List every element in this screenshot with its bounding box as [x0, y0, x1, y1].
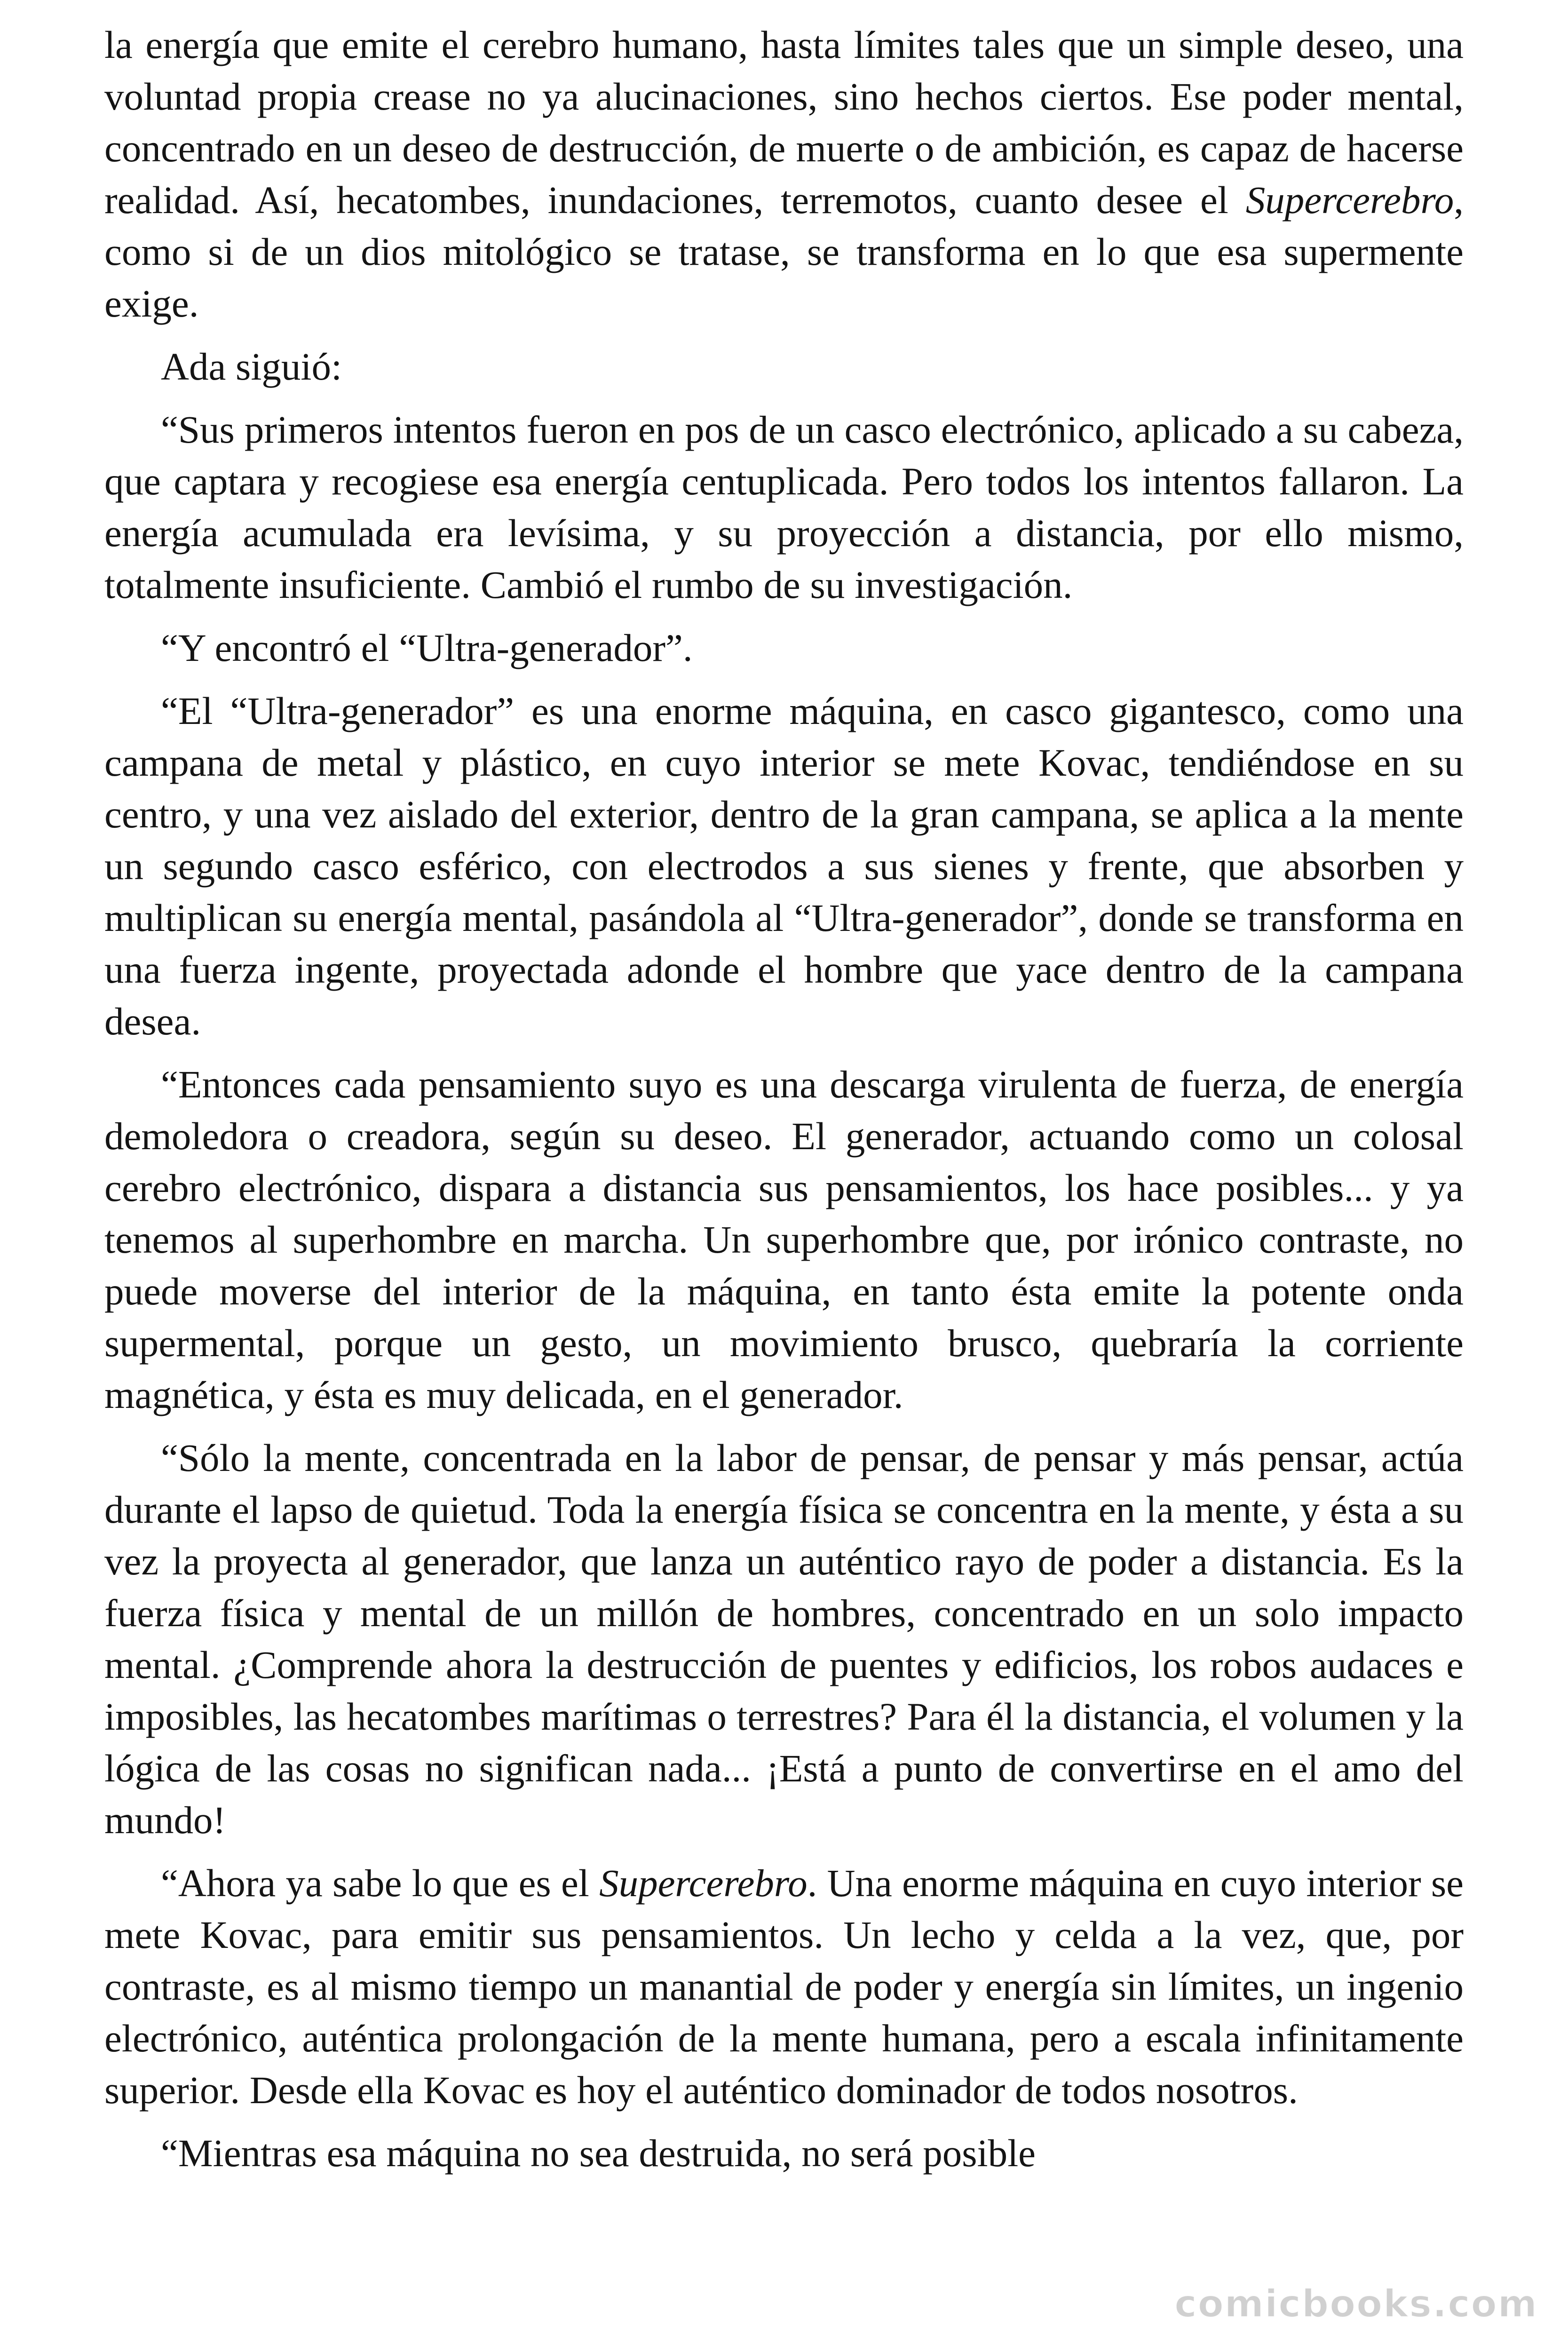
paragraph	[104, 341, 1464, 392]
text-run: “Sólo la mente, concentrada en la labor de pensar, de pensar y más pensar, actúa durante el lapso de quietud. Toda la energía física se concentra en la mente, y ésta a su vez la proyecta al generador, que lanza un auténtico rayo de poder a distancia. Es la fuerza física y mental de un millón de hombres, concentrado en un solo impacto mental. ¿Comprende ahora la destrucción de puentes y edificios, los robos audaces e imposibles, las hecatombes marítimas o terrestres? Para él la distancia, el volumen y la lógica de las cosas no significan nada... ¡Está a punto de convertirse en el amo del mundo!	[104, 1436, 1464, 1842]
paragraph	[104, 2127, 1464, 2179]
paragraph	[104, 685, 1464, 1047]
text-run: “Sus primeros intentos fueron en pos de un casco electrónico, aplicado a su cabeza, que captara y recogiese esa energía centuplicada. Pero todos los intentos fallaron. La energía acumulada era levísima, y su proyección a distancia, por ello mismo, totalmente insuficiente. Cambió el rumbo de su investigación.	[104, 408, 1464, 606]
text-run: . Una enorme máquina en cuyo interior se mete Kovac, para emitir sus pensamientos. Un lecho y celda a la vez, que, por contraste, es al mismo tiempo un manantial de poder y energía sin límites, un ingenio electrónico, auténtica prolongación de la mente humana, pero a escala infinitamente superior. Desde ella Kovac es hoy el auténtico dominador de todos nosotros.	[104, 1861, 1464, 2112]
text-run: “El “Ultra-generador” es una enorme máquina, en casco gigantesco, como una campana de metal y plástico, en cuyo interior se mete Kovac, tendiéndose en su centro, y una vez aislado del exterior, dentro de la gran campana, se aplica a la mente un segundo casco esférico, con electrodos a sus sienes y frente, que absorben y multiplican su energía mental, pasándola al “Ultra-generador”, donde se transforma en una fuerza ingente, proyectada adonde el hombre que yace dentro de la campana desea.	[104, 689, 1464, 1043]
text-run: , como si de un dios mitológico se tratase, se transforma en lo que esa supermente exige.	[104, 178, 1464, 325]
watermark-text: comicbooks.com	[1174, 2282, 1538, 2326]
italic-text-run: Supercerebro	[599, 1861, 808, 1905]
paragraph	[104, 404, 1464, 611]
text-run: “Mientras esa máquina no sea destruida, no será posible	[161, 2131, 1036, 2175]
paragraph	[104, 19, 1464, 329]
italic-text-run: Supercerebro	[1245, 178, 1454, 222]
paragraph	[104, 1857, 1464, 2116]
paragraph	[104, 1058, 1464, 1421]
text-run: “Entonces cada pensamiento suyo es una descarga virulenta de fuerza, de energía demoledora o creadora, según su deseo. El generador, actuando como un colosal cerebro electrónico, dispara a distancia sus pensamientos, los hace posibles... y ya tenemos al superhombre en marcha. Un superhombre que, por irónico contraste, no puede moverse del interior de la máquina, en tanto ésta emite la potente onda supermental, porque un gesto, un movimiento brusco, quebraría la corriente magnética, y ésta es muy delicada, en el generador.	[104, 1063, 1464, 1416]
book-page-text	[104, 19, 1464, 2179]
text-run: “Ahora ya sabe lo que es el	[161, 1861, 600, 1905]
paragraph	[104, 1432, 1464, 1846]
text-run: “Y encontró el “Ultra-generador”.	[161, 626, 693, 669]
paragraph	[104, 622, 1464, 674]
text-run: Ada siguió:	[161, 345, 342, 388]
text-run: la energía que emite el cerebro humano, hasta límites tales que un simple deseo, una voluntad propia crease no ya alucinaciones, sino hechos ciertos. Ese poder mental, concentrado en un deseo de destrucción, de muerte o de ambición, es capaz de hacerse realidad. Así, hecatombes, inundaciones, terremotos, cuanto desee el	[104, 23, 1464, 222]
